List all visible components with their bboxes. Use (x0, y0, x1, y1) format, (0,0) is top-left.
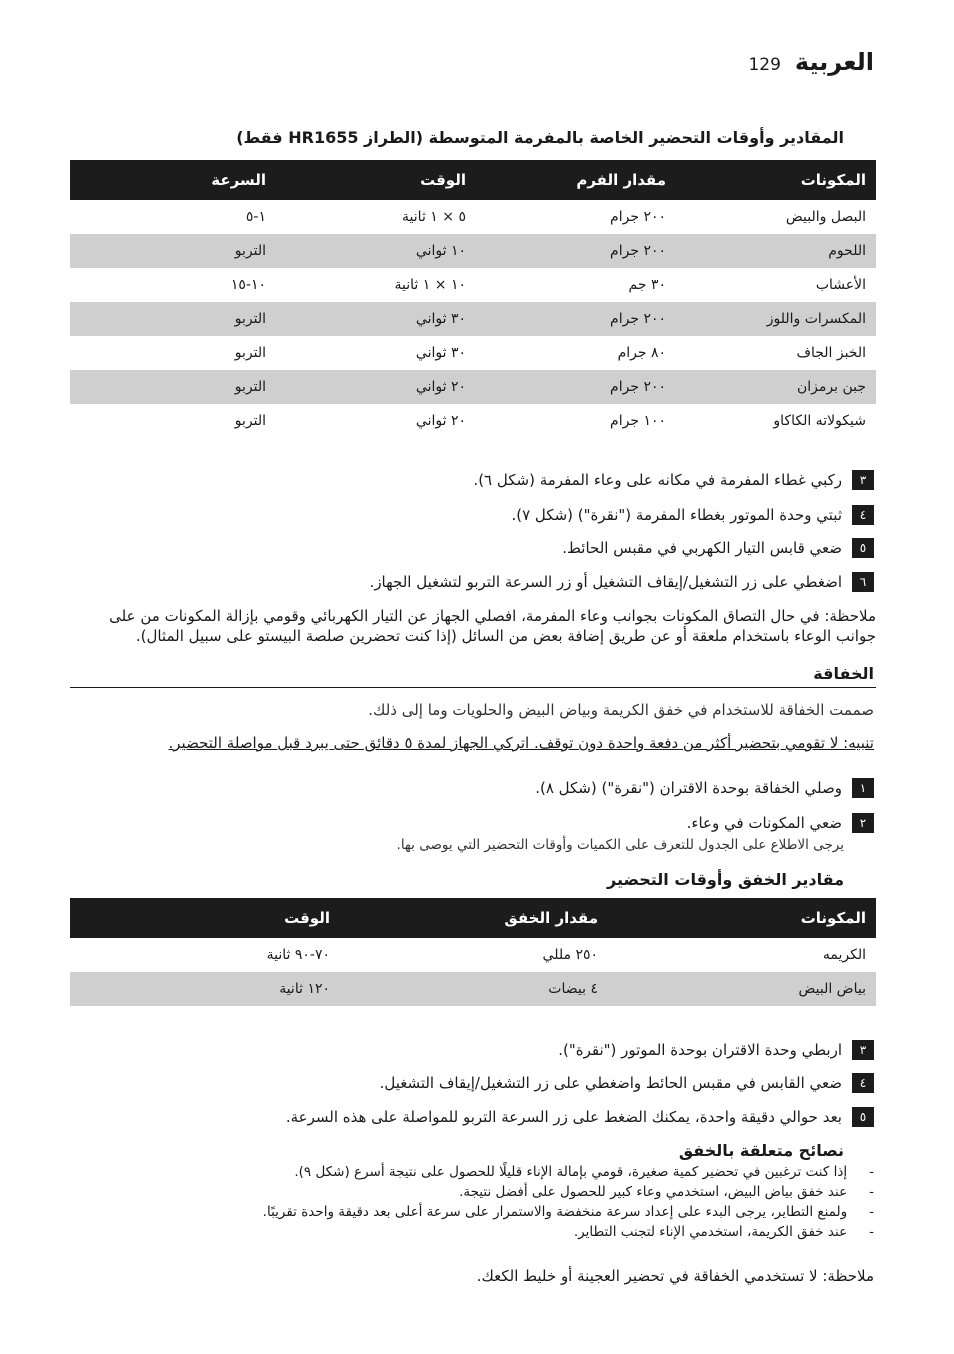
table-cell: التربو (70, 302, 276, 336)
bullet-dash: - (869, 1184, 874, 1200)
column-header: مقدار الخفق (340, 898, 608, 938)
table-row (70, 302, 876, 336)
tips-title: نصائح متعلقة بالخفق (678, 1141, 844, 1160)
column-header: الوقت (276, 160, 476, 200)
table-cell: ٢٠٠ جرام (476, 234, 676, 268)
note-paragraph: ملاحظة: لا تستخدمي الخفاقة في تحضير العجينة أو خليط الكعك. (476, 1267, 874, 1285)
page-header (748, 48, 874, 76)
whisk-intro: صممت الخفاقة للاستخدام في خفق الكريمة وبياض البيض والحلويات وما إلى ذلك. (368, 701, 874, 719)
chopper-table (70, 160, 876, 438)
section-divider (70, 687, 876, 688)
table-cell: ١٢٠ ثانية (70, 972, 340, 1006)
table-header-row (70, 898, 876, 938)
table-cell: ٢٠٠ جرام (610, 209, 666, 225)
table-cell: التربو (70, 234, 276, 268)
table-row (70, 972, 876, 1006)
step-text: ضعي قابس التيار الكهربي في مقبس الحائط. (562, 539, 842, 557)
step-item (511, 505, 874, 525)
table-cell: ٤ بيضات (340, 972, 608, 1006)
table-row (70, 370, 876, 404)
column-header: السرعة (70, 160, 276, 200)
table-cell: ٢٥٠ مللي (542, 947, 598, 963)
step-text: ضعي المكونات في وعاء. (686, 814, 842, 832)
step-item (562, 538, 874, 558)
step-item (535, 778, 874, 798)
table-row (70, 200, 876, 234)
step-number: ٤ (852, 505, 874, 525)
table-cell: الأعشاب (815, 277, 866, 293)
table-row (70, 234, 876, 268)
table-cell: الخبز الجاف (796, 345, 866, 361)
table-cell: التربو (70, 370, 276, 404)
step-item (380, 1073, 874, 1093)
table-cell: التربو (234, 413, 266, 429)
tip-text: عند خفق الكريمة، استخدمي الإناء لتجنب التطاير. (573, 1224, 848, 1240)
list-item (74, 1182, 874, 1202)
table-row (70, 268, 876, 302)
step-text: ركبي غطاء المفرمة في مكانه على وعاء المفرمة (شكل ٦). (473, 471, 842, 489)
table-cell: ١٠٠ جرام (610, 413, 666, 429)
bullet-dash: - (869, 1204, 874, 1220)
step-number: ٣ (852, 1040, 874, 1060)
table-cell: التربو (234, 345, 266, 361)
tips-list (74, 1162, 874, 1242)
table-cell: بياض البيض (608, 972, 876, 1006)
step-text: ثبتي وحدة الموتور بغطاء المفرمة ("نقرة") (شكل ٧). (511, 506, 842, 524)
table-cell: ١٠ × ١ ثانية (394, 277, 466, 293)
column-header: المكونات (676, 160, 876, 200)
list-item (74, 1202, 874, 1222)
table-row (70, 938, 876, 972)
table-cell: ٢٠ ثواني (415, 413, 466, 429)
tip-text: ولمنع التطاير، يرجى البدء على إعداد سرعة منخفضة والاستمرار على سرعة أعلى بعد دقيقة واحدة تقريبًا. (262, 1204, 848, 1220)
table-cell: ٨٠ جرام (617, 345, 666, 361)
table-row (70, 404, 876, 438)
step-number: ٥ (852, 538, 874, 558)
step-number: ٤ (852, 1073, 874, 1093)
step-number: ٣ (852, 470, 874, 490)
step-number: ٦ (852, 572, 874, 592)
step-text: اضغطي على زر التشغيل/إيقاف التشغيل أو زر السرعة التربو لتشغيل الجهاز. (369, 573, 842, 591)
table1-title: المقادير وأوقات التحضير الخاصة بالمفرمة المتوسطة (الطراز HR1655 فقط) (236, 128, 844, 147)
note-paragraph: ملاحظة: في حال التصاق المكونات بجوانب وعاء المفرمة، افصلي الجهاز عن التيار الكهربائي وقومي بإزالة المكونات من على جوانب الوعاء باستخدام ملعقة أو عن طريق إضافة بعض من السائل (إذا كنت تحضرين صلصة البيستو على سبيل المثال). (109, 607, 876, 645)
table-cell: ٢٠٠ جرام (476, 302, 676, 336)
step-subtext: يرجى الاطلاع على الجدول للتعرف على الكميات وأوقات التحضير التي يوصى بها. (396, 837, 844, 853)
table-cell: ٢٠٠ جرام (476, 370, 676, 404)
step-item (286, 1107, 874, 1127)
table2-title: مقادير الخفق وأوقات التحضير (606, 870, 844, 889)
step-item (558, 1040, 874, 1060)
table-cell: المكسرات واللوز (676, 302, 876, 336)
list-item (74, 1222, 874, 1242)
page-number: 129 (748, 55, 781, 75)
whisk-table (70, 898, 876, 1006)
table-cell: البصل والبيض (785, 209, 866, 225)
tip-text: عند خفق بياض البيض، استخدمي وعاء كبير للحصول على أفضل نتيجة. (459, 1184, 848, 1200)
table-cell: ٣٠ ثواني (276, 302, 476, 336)
table-cell: ٢٠ ثواني (276, 370, 476, 404)
step-text: وصلي الخفاقة بوحدة الاقتران ("نقرة") (شكل ٨). (535, 779, 842, 797)
table-cell: جبن برمزان (676, 370, 876, 404)
table-cell: الكريمه (822, 947, 866, 963)
step-text: بعد حوالي دقيقة واحدة، يمكنك الضغط على زر السرعة التربو للمواصلة على هذه السرعة. (285, 1108, 842, 1126)
bullet-dash: - (869, 1164, 874, 1180)
list-item (74, 1162, 874, 1182)
step-number: ٢ (852, 813, 874, 833)
table-header-row (70, 160, 876, 200)
table-cell: ١٠-١٥ (230, 277, 266, 293)
table-cell: ٧٠-٩٠ ثانية (266, 947, 330, 963)
whisk-section-title: الخفاقة (813, 664, 874, 683)
step-number: ١ (852, 778, 874, 798)
column-header: مقدار الفرم (476, 160, 676, 200)
table-cell: ٣٠ جم (628, 277, 666, 293)
tip-text: إذا كنت ترغبين في تحضير كمية صغيرة، قومي بإمالة الإناء قليلًا للحصول على نتيجة أسرع (شكل ٩). (294, 1164, 848, 1180)
table-cell: ١-٥ (245, 209, 266, 225)
table-row (70, 336, 876, 370)
table-cell: شيكولاته الكاكاو (773, 413, 866, 429)
step-text: ضعي القابس في مقبس الحائط واضغطي على زر التشغيل/إيقاف التشغيل. (379, 1074, 842, 1092)
column-header: الوقت (70, 898, 340, 938)
step-number: ٥ (852, 1107, 874, 1127)
column-header: المكونات (608, 898, 876, 938)
table-cell: اللحوم (676, 234, 876, 268)
bullet-dash: - (869, 1224, 874, 1240)
step-item (370, 572, 874, 592)
caution-text: تنبيه: لا تقومي بتحضير أكثر من دفعة واحدة دون توقف. اتركي الجهاز لمدة ٥ دقائق حتى يبرد قبل مواصلة التحضير. (168, 734, 874, 752)
step-item (473, 470, 874, 490)
step-text: اربطي وحدة الاقتران بوحدة الموتور ("نقرة"). (558, 1041, 842, 1059)
language-title: العربية (794, 48, 874, 76)
table-cell: ١٠ ثواني (276, 234, 476, 268)
table-cell: ٣٠ ثواني (415, 345, 466, 361)
step-item (687, 813, 874, 833)
table-cell: ٥ × ١ ثانية (402, 209, 466, 225)
